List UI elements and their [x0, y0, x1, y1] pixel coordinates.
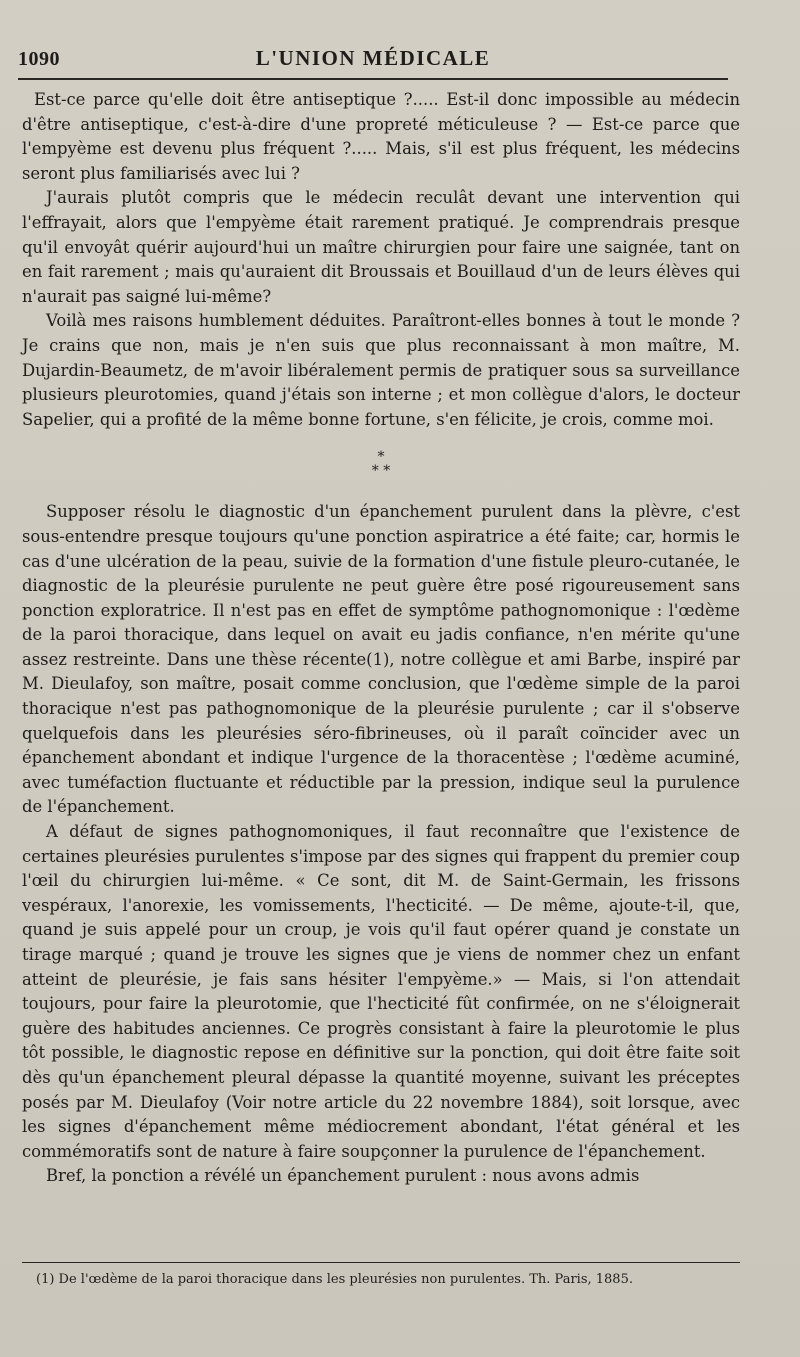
running-title: L'UNION MÉDICALE: [255, 46, 491, 70]
main-text: [22, 88, 740, 1189]
page-header: [18, 42, 728, 74]
separator-asterisks-bottom: * *: [371, 463, 391, 480]
footnote-rule: [22, 1262, 740, 1263]
page-number: 1090: [18, 48, 60, 70]
paragraph: Est-ce parce qu'elle doit être antiseptique ?..... Est-il donc impossible au médecin d'être antiseptique, c'est-à-dire d'une propreté méticuleuse ? — Est-ce parce que l'empyème est devenu plus fréquent ?..... Mais, s'il est plus fréquent, les médecins seront plus familiarisés avec lui ?: [22, 90, 740, 183]
paragraph: J'aurais plutôt compris que le médecin reculât devant une intervention qui l'effrayait, alors que l'empyème était rarement pratiqué. Je comprendrais presque qu'il envoyât quérir aujourd'hui un maître chirurgien pour faire une saignée, tant on en fait rarement ; mais qu'auraient dit Broussais et Bouillaud d'un de leurs élèves qui n'aurait pas saigné lui-même?: [22, 188, 740, 306]
footnote: (1) De l'œdème de la paroi thoracique dans les pleurésies non purulentes. Th. Paris, 1885.: [36, 1272, 633, 1287]
header-rule: [18, 78, 728, 80]
section-separator: [22, 450, 740, 478]
paragraph: Bref, la ponction a révélé un épanchement purulent : nous avons admis: [46, 1166, 640, 1186]
paragraph: A défaut de signes pathognomoniques, il faut reconnaître que l'existence de certaines pleurésies purulentes s'impose par des signes qui frappent du premier coup l'œil du chirurgien lui-même. « Ce sont, dit M. de Saint-Germain, les frissons vespéraux, l'anorexie, les vomissements, l'hecticité. — De même, ajoute-t-il, que, quand je suis appelé pour un croup, je vois qu'il faut opérer quand je constate un tirage marqué ; quand je trouve les signes que je viens de nommer chez un enfant atteint de pleurésie, je fais sans hésiter l'empyème.» — Mais, si l'on attendait toujours, pour faire la pleurotomie, que l'hecticité fût confirmée, on ne s'éloignerait guère des habitudes anciennes. Ce progrès consistant à faire la pleurotomie le plus tôt possible, le diagnostic repose en définitive sur la ponction, qui doit être faite soit dès qu'un épanchement pleural dépasse la quantité moyenne, suivant les préceptes posés par M. Dieulafoy (Voir notre article du 22 novembre 1884), soit lorsque, avec les signes d'épanchement même médiocrement abondant, l'état général et les commémoratifs sont de nature à faire soupçonner la purulence de l'épanchement.: [22, 822, 740, 1161]
paragraph: Voilà mes raisons humblement déduites. Paraîtront-elles bonnes à tout le monde ? Je crains que non, mais je n'en suis que plus reconnaissant à mon maître, M. Dujardin-Beaumetz, de m'avoir libéralement permis de pratiquer sous sa surveillance plusieurs pleurotomies, quand j'étais son interne ; et mon collègue d'alors, le docteur Sapelier, qui a profité de la même bonne fortune, s'en félicite, je crois, comme moi.: [22, 311, 740, 429]
separator-asterisk-top: *: [377, 449, 385, 466]
paragraph: Supposer résolu le diagnostic d'un épanchement purulent dans la plèvre, c'est sous-entendre presque toujours qu'une ponction aspiratrice a été faite; car, hormis le cas d'une ulcération de la peau, suivie de la formation d'une fistule pleuro-cutanée, le diagnostic de la pleurésie purulente ne peut guère être posé rigoureusement sans ponction exploratrice. Il n'est pas en effet de symptôme pathognomonique : l'œdème de la paroi thoracique, dans lequel on avait eu jadis confiance, n'en mérite qu'une assez restreinte. Dans une thèse récente(1), notre collègue et ami Barbe, inspiré par M. Dieulafoy, son maître, posait comme conclusion, que l'œdème simple de la paroi thoracique n'est pas pathognomonique de la pleurésie purulente ; car il s'observe quelquefois dans les pleurésies séro-fibrineuses, où il paraît coïncider avec un épanchement abondant et indique l'urgence de la thoracentèse ; l'œdème acuminé, avec tuméfaction fluctuante et réductible par la pression, indique seul la purulence de l'épanchement.: [22, 502, 740, 817]
